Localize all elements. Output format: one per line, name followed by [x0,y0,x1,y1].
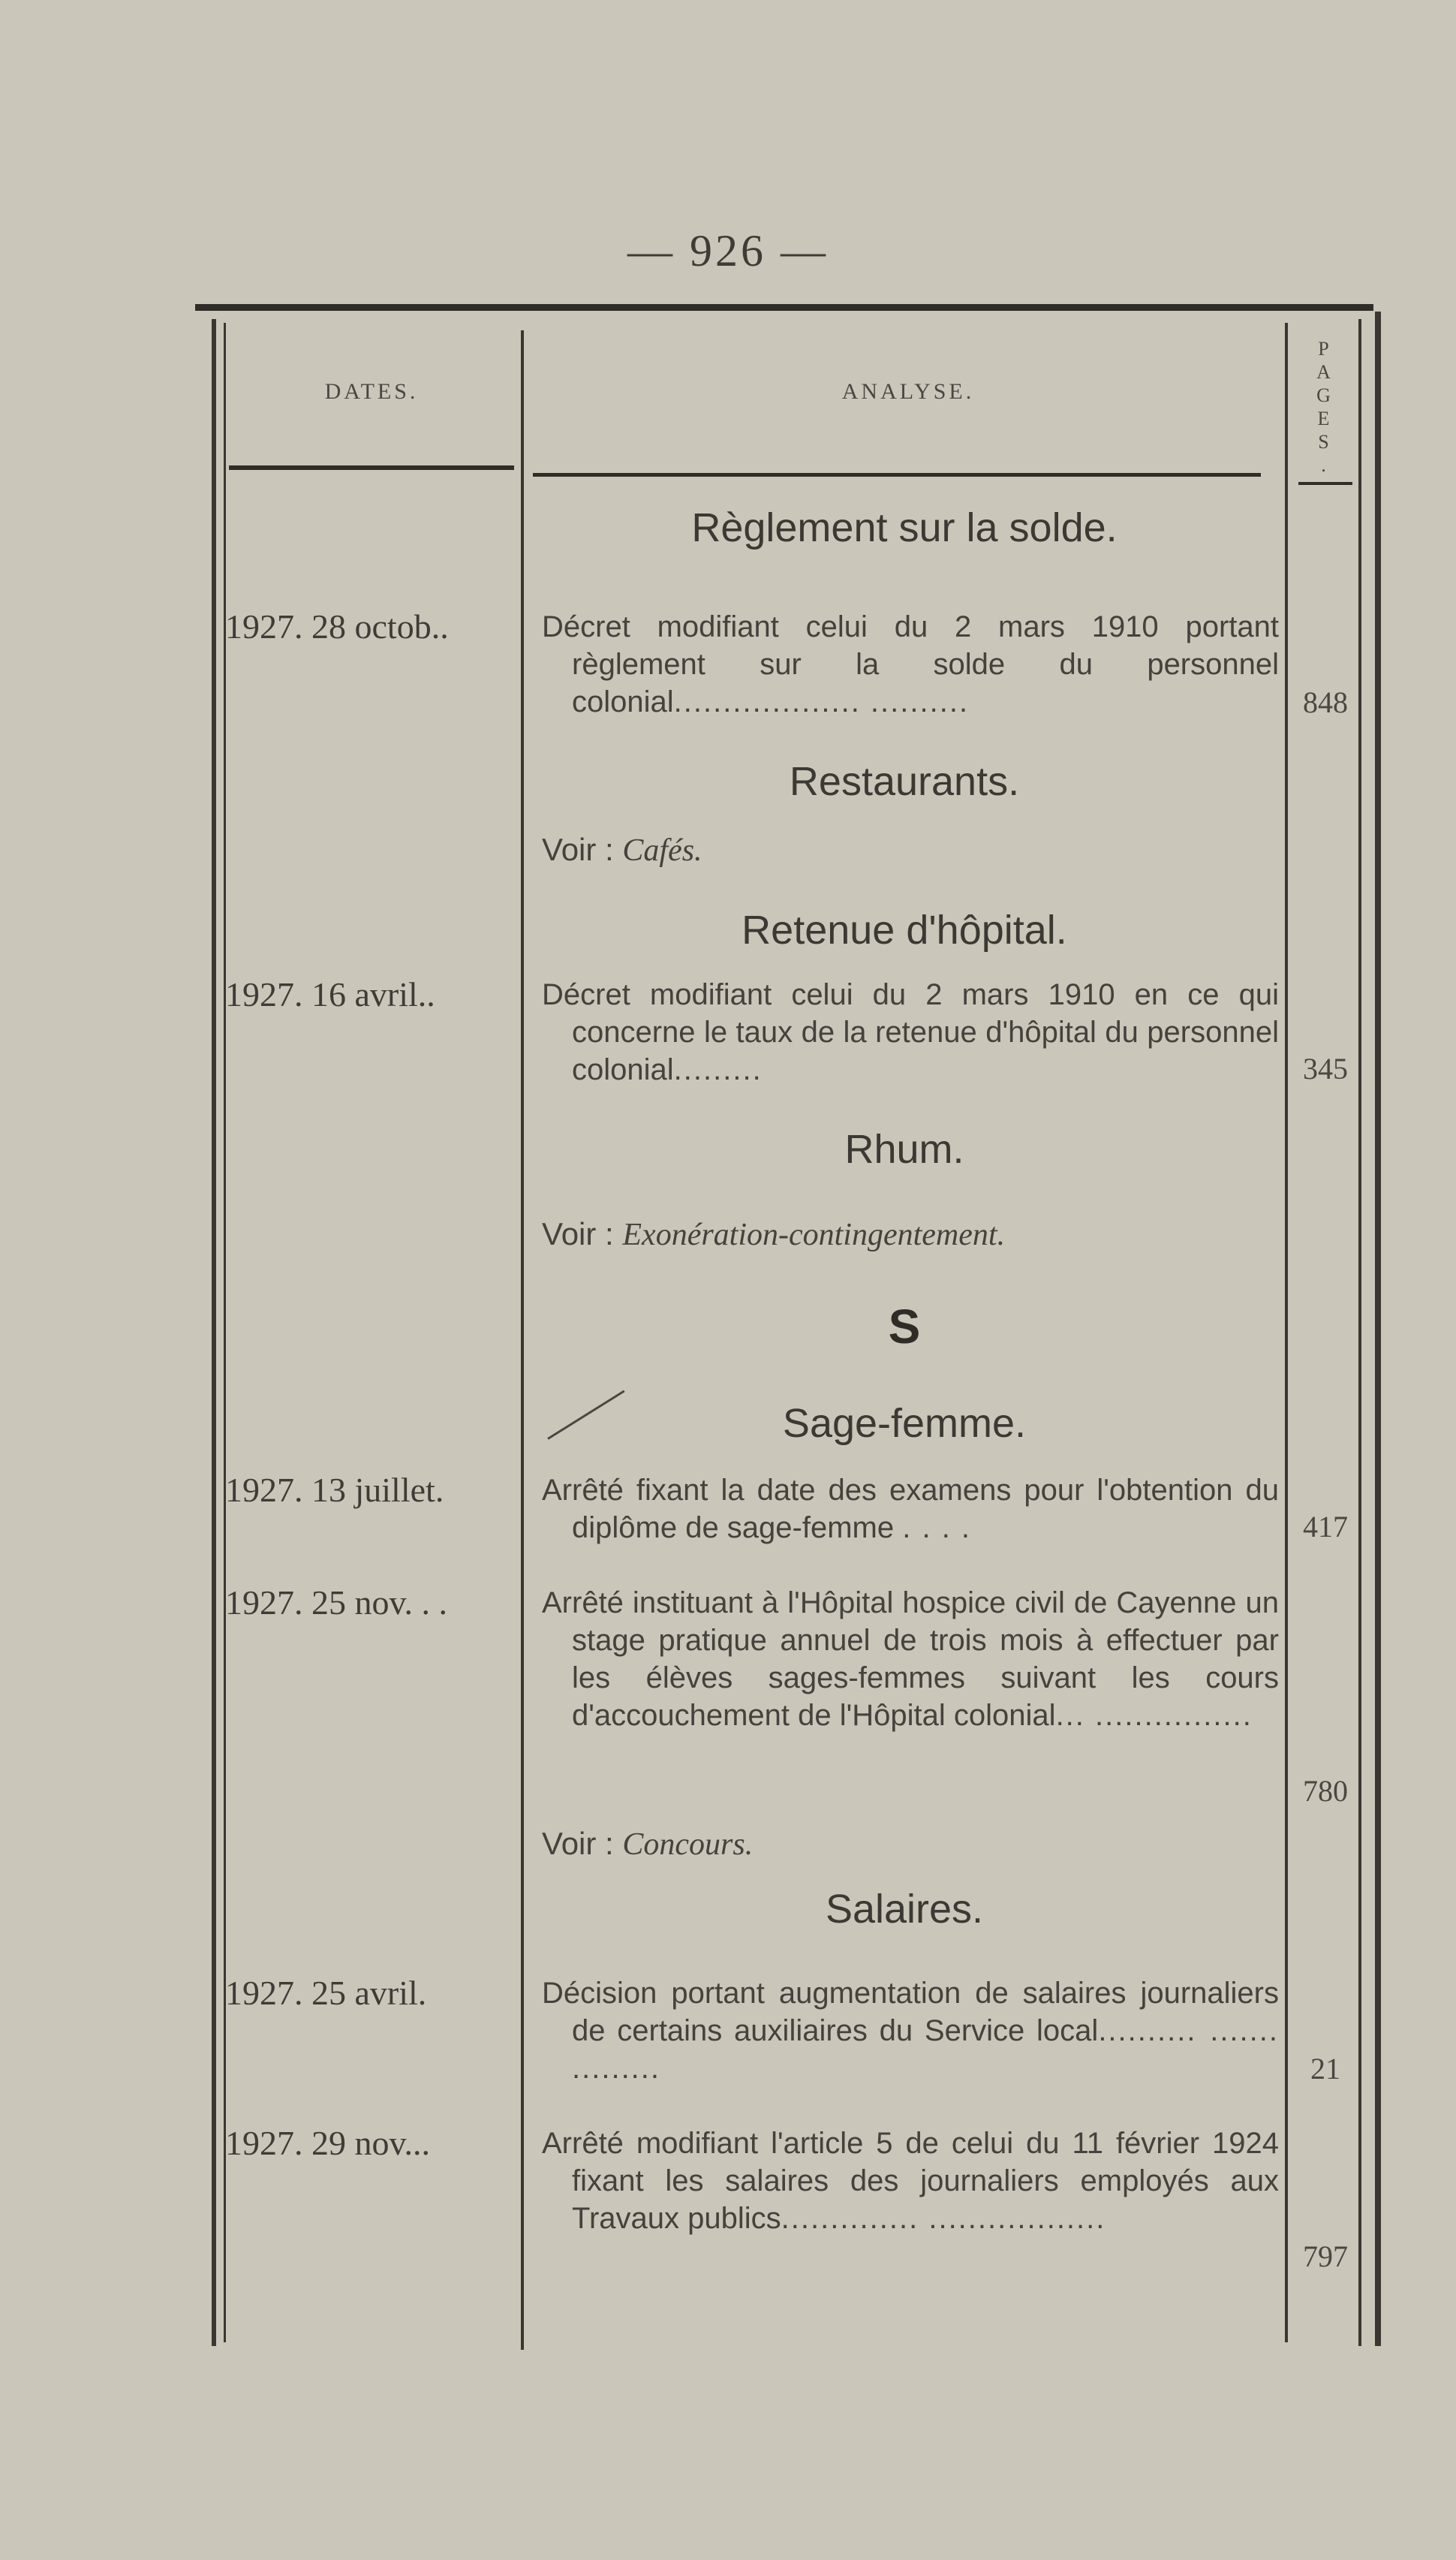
date-salaires-2: 1927. 29 nov... [225,2124,431,2162]
date-reglement-1: 1927. 28 octob.. [225,607,449,646]
header-rule-left [229,465,514,470]
column-header-analyse: ANALYSE. [841,379,975,404]
right-border-line-outer [1375,312,1381,2346]
column-header-pages: PAGES. [1313,338,1334,477]
heading-salaires: Salaires. [825,1887,984,1932]
top-rule [195,304,1373,311]
entry-salaires-2 [542,2125,1279,2237]
page-number: — 926 — [627,226,829,276]
leader-dots: ......... [673,1053,763,1086]
leader-dots: . . . . [902,1511,972,1544]
entry-sage-femme-1 [542,1471,1279,1547]
page-ref-reglement-1: 848 [1303,685,1348,719]
heading-reglement-solde: Règlement sur la solde. [691,505,1118,550]
header-rule-right [1298,482,1352,485]
entry-text: Décret modifiant celui du 2 mars 1910 en ce qui concerne le taux de la retenue d'hôpital du personnel colonial [542,978,1279,1086]
entry-sage-femme-2 [542,1584,1279,1734]
page-ref-sage-femme-1: 417 [1303,1510,1348,1544]
voir-reference: Exonération-contingentement. [622,1218,1006,1252]
entry-salaires-1 [542,1974,1279,2087]
voir-restaurants [542,832,702,869]
date-sage-femme-1: 1927. 13 juillet. [225,1471,444,1509]
left-border-line [212,319,216,2346]
leader-dots: .............. .................. [781,2202,1106,2235]
heading-retenue-hopital: Retenue d'hôpital. [742,908,1067,953]
section-letter: S [888,1300,921,1354]
date-retenue-1: 1927. 16 avril.. [225,975,435,1013]
leader-dots: ... ................ [1055,1699,1253,1732]
header-rule-middle [533,473,1261,477]
heading-restaurants: Restaurants. [789,759,1020,804]
column-divider-pages [1285,323,1288,2342]
page-ref-salaires-2: 797 [1303,2239,1348,2273]
voir-label: Voir : [542,1826,614,1861]
page-ref-salaires-1: 21 [1310,2052,1340,2086]
entry-text: Décision portant augmentation de salaires journaliers de certains auxiliaires du Service local [542,1977,1279,2047]
entry-text: Arrêté modifiant l'article 5 de celui du 11 février 1924 fixant les salaires des journaliers employés aux Travaux publics [542,2127,1279,2235]
heading-rhum: Rhum. [844,1127,964,1172]
leader-dots: .......... ....... ......... [572,2014,1279,2085]
entry-text: Décret modifiant celui du 2 mars 1910 portant règlement sur la solde du personnel colonial [542,610,1279,718]
voir-label: Voir : [542,832,614,867]
page-ref-retenue-1: 345 [1303,1052,1348,1086]
date-salaires-1: 1927. 25 avril. [225,1974,427,2012]
voir-sage-femme [542,1826,753,1863]
date-sage-femme-2: 1927. 25 nov. . . [225,1583,448,1622]
column-header-dates: DATES. [324,379,419,404]
page-ref-sage-femme-2: 780 [1303,1774,1348,1808]
entry-text: Arrêté fixant la date des examens pour l'obtention du diplôme de sage-femme [542,1474,1279,1544]
voir-label: Voir : [542,1216,614,1251]
entry-text: Arrêté instituant à l'Hôpital hospice civil de Cayenne un stage pratique annuel de trois mois à effectuer par les élèves sages-femmes suivant les cours d'accouchement de l'Hôpital colonial [542,1586,1279,1732]
voir-reference: Concours. [622,1827,754,1862]
entry-reglement-1 [542,608,1279,721]
heading-sage-femme: Sage-femme. [782,1401,1027,1446]
voir-rhum [542,1216,1005,1253]
leader-dots: ................... .......... [673,685,970,718]
right-border-line [1358,319,1361,2346]
entry-retenue-1 [542,976,1279,1089]
voir-reference: Cafés. [622,833,702,868]
